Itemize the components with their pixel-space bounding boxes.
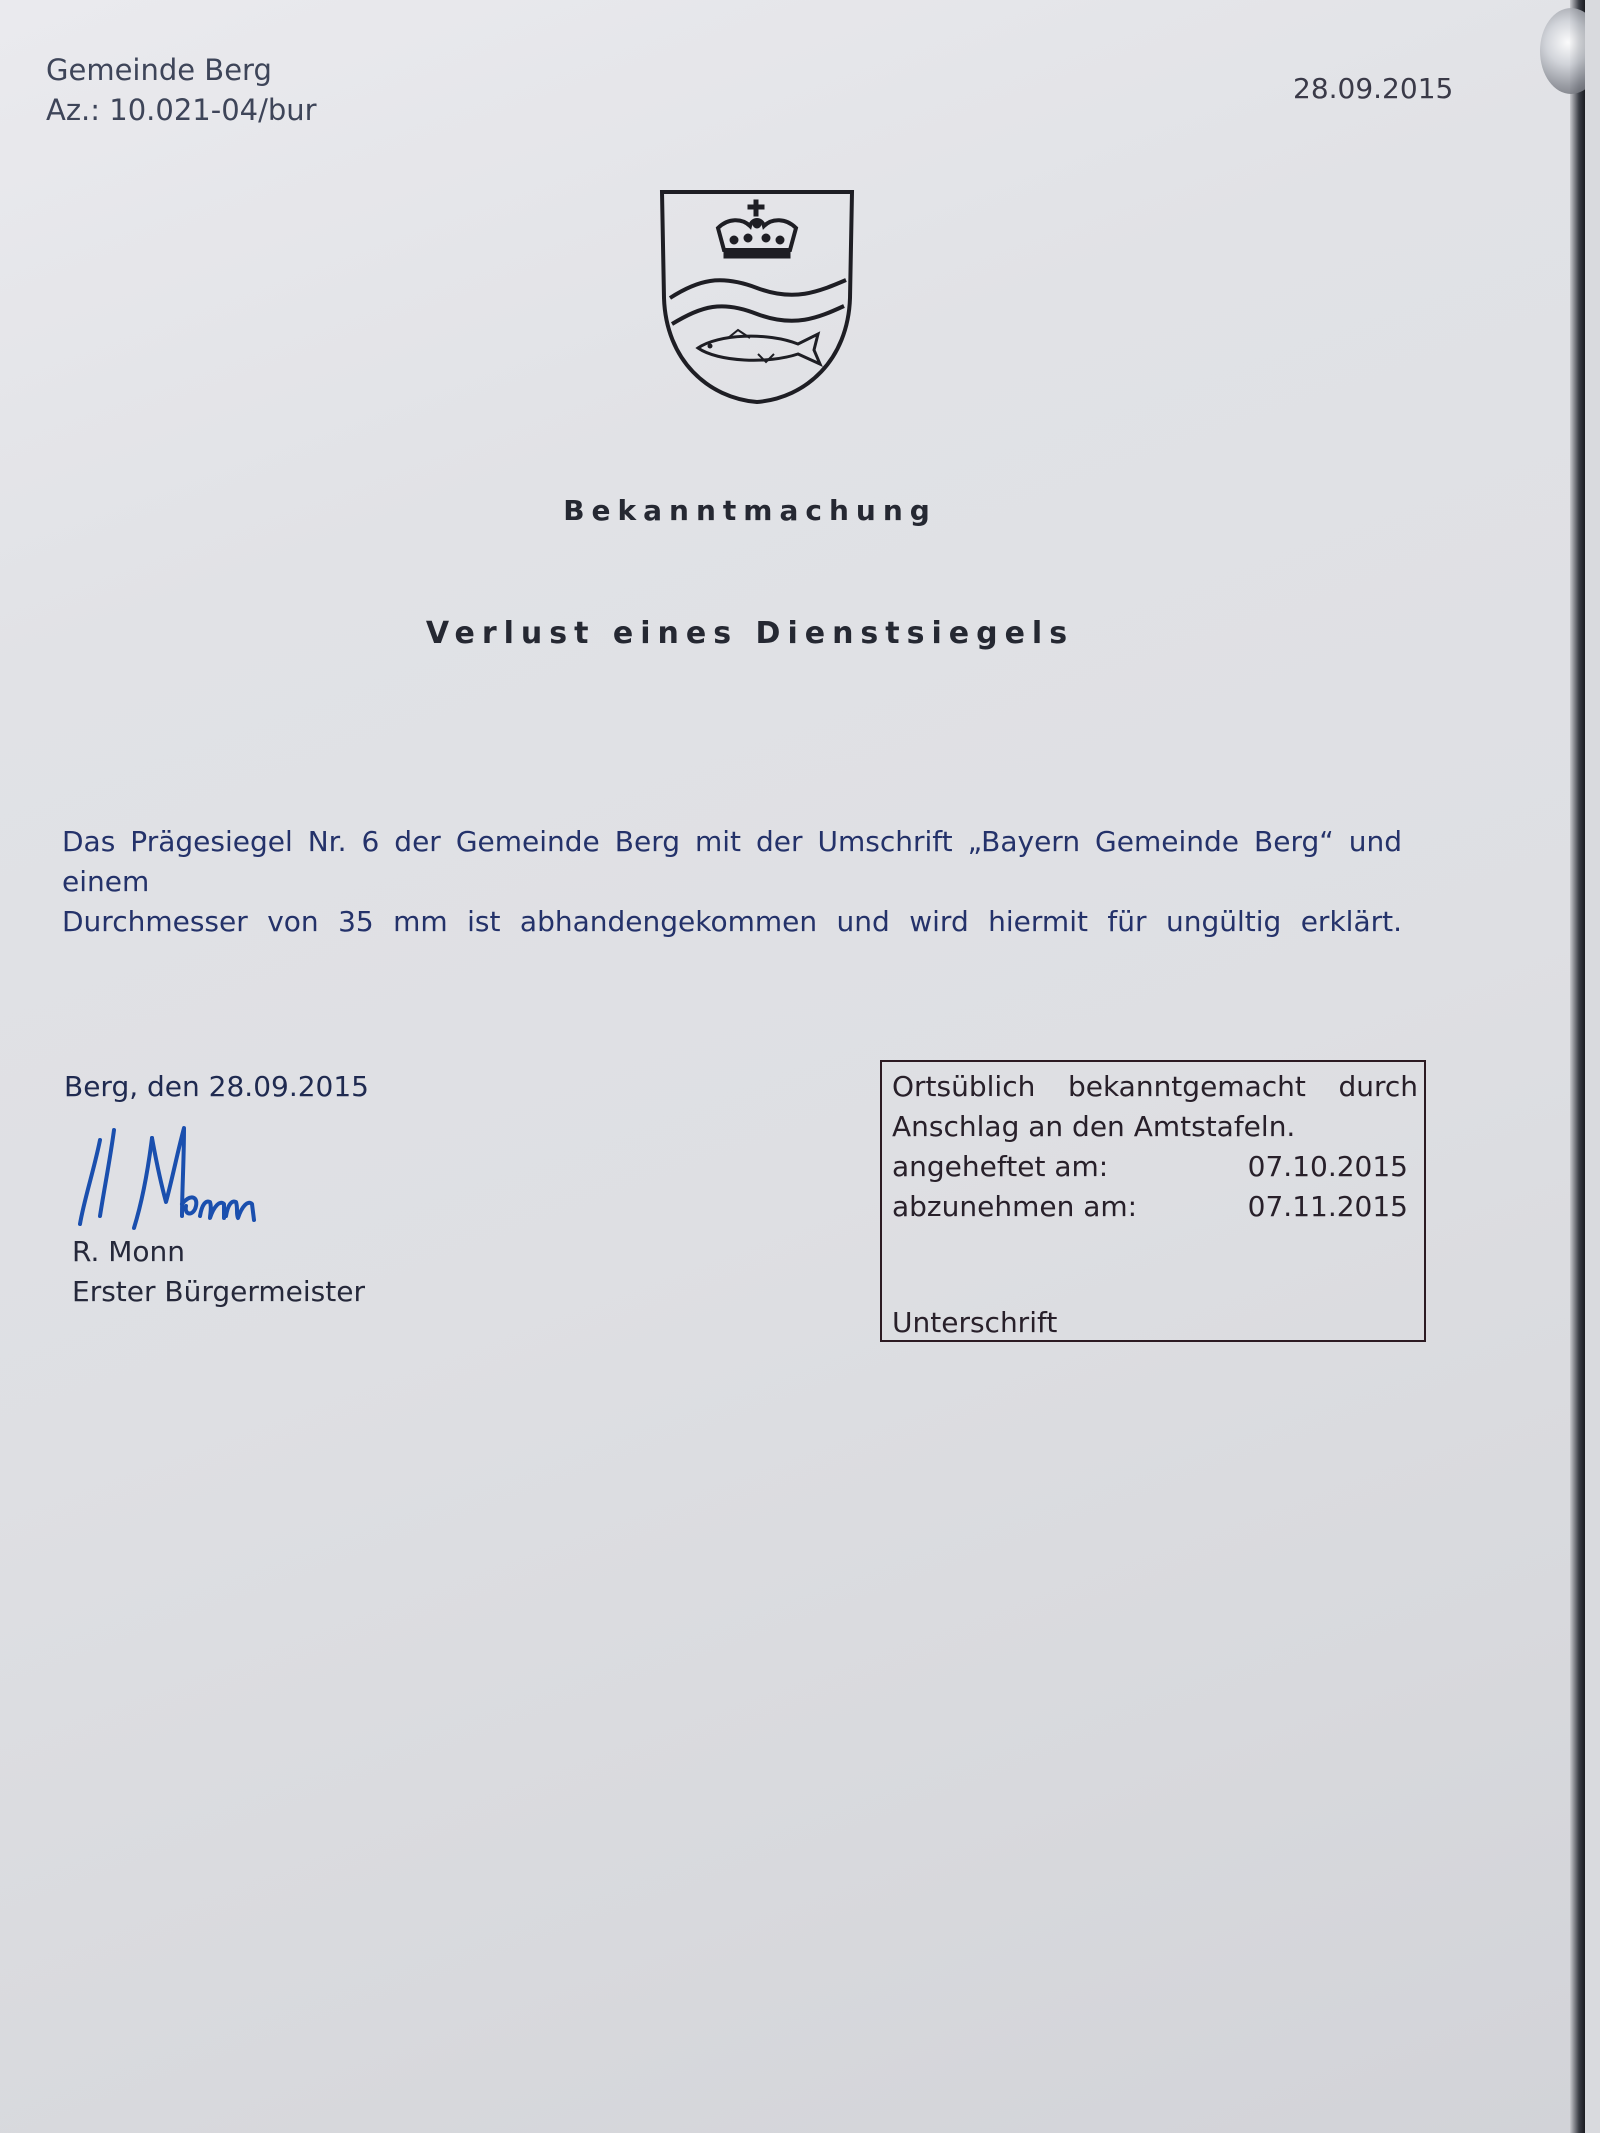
stamp-signature-label: Unterschrift bbox=[892, 1306, 1058, 1339]
stamp-word-3: durch bbox=[1338, 1070, 1418, 1103]
handwritten-signature bbox=[70, 1120, 280, 1240]
signer-role: Erster Bürgermeister bbox=[72, 1275, 365, 1308]
header-date: 28.09.2015 bbox=[1293, 72, 1454, 105]
pushpin-icon bbox=[1540, 8, 1585, 94]
stamp-line-1 bbox=[892, 1070, 1418, 1103]
remove-row bbox=[892, 1190, 1408, 1223]
notice-body-line-2: Durchmesser von 35 mm ist abhandengekommen und wird hiermit für ungültig erklärt. bbox=[62, 905, 1402, 938]
signer-name: R. Monn bbox=[72, 1235, 186, 1268]
place-and-date: Berg, den 28.09.2015 bbox=[64, 1070, 369, 1103]
coat-of-arms-icon bbox=[658, 188, 856, 406]
posted-label: angeheftet am: bbox=[892, 1150, 1109, 1183]
stamp-word-2: bekanntgemacht bbox=[1067, 1070, 1306, 1103]
remove-date: 07.11.2015 bbox=[1247, 1190, 1408, 1223]
signer-info bbox=[72, 1232, 365, 1312]
posting-stamp bbox=[880, 1060, 1426, 1342]
remove-label: abzunehmen am: bbox=[892, 1190, 1138, 1223]
notice-body-line-1: Das Prägesiegel Nr. 6 der Gemeinde Berg mit der Umschrift „Bayern Gemeinde Berg“ und einem bbox=[62, 825, 1402, 898]
stamp-word-1: Ortsüblich bbox=[892, 1070, 1036, 1103]
notice-body bbox=[62, 822, 1402, 942]
page-edge-shadow bbox=[1570, 0, 1585, 2133]
notice-title: Bekanntmachung bbox=[563, 494, 937, 527]
municipality-name: Gemeinde Berg bbox=[46, 53, 272, 87]
reference-number: Az.: 10.021-04/bur bbox=[46, 93, 317, 127]
posted-row bbox=[892, 1150, 1408, 1183]
posted-date: 07.10.2015 bbox=[1247, 1150, 1408, 1183]
notice-subtitle: Verlust eines Dienstsiegels bbox=[425, 616, 1075, 651]
stamp-line-2: Anschlag an den Amtstafeln. bbox=[892, 1110, 1296, 1143]
header-left bbox=[46, 50, 317, 130]
